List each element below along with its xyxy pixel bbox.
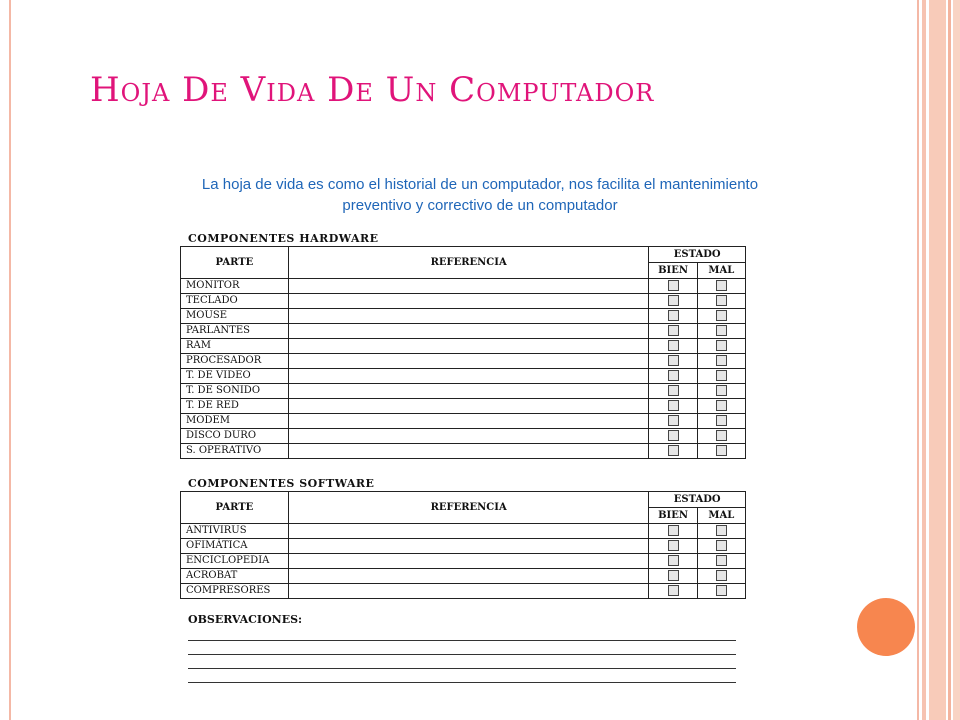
software-reference-field[interactable] [288,554,649,569]
hardware-reference-field[interactable] [288,324,649,339]
hardware-bien-checkbox[interactable] [668,385,679,396]
hardware-row [181,339,746,354]
hardware-part-name: MONITOR [181,279,289,294]
hardware-bien-cell [649,414,697,429]
hardware-bien-cell [649,309,697,324]
hardware-row [181,354,746,369]
software-row [181,584,746,599]
software-col-parte: PARTE [181,492,289,524]
software-part-name: COMPRESORES [181,584,289,599]
software-mal-checkbox[interactable] [716,555,727,566]
observaciones-line[interactable] [188,627,736,641]
hardware-bien-cell [649,369,697,384]
software-part-name: OFIMÁTICA [181,539,289,554]
software-row [181,554,746,569]
hardware-part-name: S. OPERATIVO [181,444,289,459]
hardware-reference-field[interactable] [288,444,649,459]
software-bien-cell [649,539,697,554]
hardware-row [181,279,746,294]
hardware-row [181,324,746,339]
software-bien-checkbox[interactable] [668,540,679,551]
hardware-reference-field[interactable] [288,384,649,399]
hardware-mal-cell [697,429,745,444]
hardware-mal-cell [697,354,745,369]
hardware-mal-cell [697,369,745,384]
software-bien-cell [649,554,697,569]
hardware-mal-checkbox[interactable] [716,325,727,336]
software-part-name: ACROBAT [181,569,289,584]
hardware-row [181,309,746,324]
hardware-row [181,369,746,384]
hardware-bien-checkbox[interactable] [668,445,679,456]
hardware-reference-field[interactable] [288,399,649,414]
software-mal-cell [697,584,745,599]
slide-title: Hoja De Vida De Un Computador [90,70,655,110]
hardware-mal-checkbox[interactable] [716,400,727,411]
hardware-bien-cell [649,324,697,339]
hardware-col-estado: ESTADO [649,247,746,263]
hardware-bien-cell [649,399,697,414]
hardware-section-title: COMPONENTES HARDWARE [188,232,379,245]
software-row [181,539,746,554]
software-table [180,491,746,599]
hardware-part-name: T. DE RED [181,399,289,414]
hardware-mal-cell [697,339,745,354]
software-bien-checkbox[interactable] [668,525,679,536]
observaciones-line[interactable] [188,641,736,655]
hardware-bien-checkbox[interactable] [668,340,679,351]
hardware-bien-checkbox[interactable] [668,370,679,381]
software-reference-field[interactable] [288,539,649,554]
hardware-part-name: RAM [181,339,289,354]
software-bien-cell [649,524,697,539]
hardware-bien-checkbox[interactable] [668,400,679,411]
software-mal-cell [697,524,745,539]
hardware-mal-cell [697,324,745,339]
hardware-row [181,444,746,459]
hardware-reference-field[interactable] [288,414,649,429]
hardware-mal-checkbox[interactable] [716,430,727,441]
subtitle-line-1: La hoja de vida es como el historial de un computador, nos facilita el mantenimiento [201,176,759,193]
decor-stripe [929,0,946,720]
hardware-mal-checkbox[interactable] [716,310,727,321]
hardware-part-name: PROCESADOR [181,354,289,369]
software-mal-cell [697,569,745,584]
software-mal-checkbox[interactable] [716,570,727,581]
hardware-row [181,414,746,429]
hardware-mal-checkbox[interactable] [716,415,727,426]
hardware-row [181,429,746,444]
software-bien-cell [649,584,697,599]
hardware-bien-checkbox[interactable] [668,355,679,366]
hardware-mal-cell [697,384,745,399]
hardware-mal-cell [697,444,745,459]
software-reference-field[interactable] [288,584,649,599]
hardware-bien-cell [649,384,697,399]
hardware-mal-cell [697,294,745,309]
hardware-col-referencia: REFERENCIA [288,247,649,279]
software-bien-checkbox[interactable] [668,585,679,596]
hardware-table [180,246,746,459]
hardware-row [181,399,746,414]
software-row [181,524,746,539]
hardware-bien-cell [649,444,697,459]
hardware-reference-field[interactable] [288,339,649,354]
software-bien-checkbox[interactable] [668,555,679,566]
hardware-bien-checkbox[interactable] [668,415,679,426]
hardware-bien-cell [649,279,697,294]
software-reference-field[interactable] [288,524,649,539]
slide-subtitle [80,174,880,216]
hardware-reference-field[interactable] [288,354,649,369]
hardware-bien-checkbox[interactable] [668,325,679,336]
hardware-mal-checkbox[interactable] [716,355,727,366]
hardware-reference-field[interactable] [288,309,649,324]
hardware-mal-cell [697,414,745,429]
software-row [181,569,746,584]
hardware-col-mal: MAL [697,263,745,279]
subtitle-line-2: preventivo y correctivo de un computador [342,197,618,214]
software-bien-cell [649,569,697,584]
decor-circle [857,598,915,656]
hardware-part-name: TECLADO [181,294,289,309]
hardware-col-parte: PARTE [181,247,289,279]
computer-record-form [178,232,752,683]
software-mal-checkbox[interactable] [716,540,727,551]
hardware-bien-checkbox[interactable] [668,430,679,441]
software-mal-checkbox[interactable] [716,585,727,596]
decor-stripe [922,0,926,720]
observaciones-line[interactable] [188,655,736,669]
software-col-estado: ESTADO [649,492,746,508]
software-bien-checkbox[interactable] [668,570,679,581]
hardware-bien-cell [649,429,697,444]
software-reference-field[interactable] [288,569,649,584]
observaciones-line[interactable] [188,669,736,683]
software-mal-cell [697,539,745,554]
hardware-reference-field[interactable] [288,369,649,384]
hardware-mal-checkbox[interactable] [716,370,727,381]
hardware-col-bien: BIEN [649,263,697,279]
hardware-mal-cell [697,279,745,294]
observaciones-lines [178,627,752,683]
software-rows [181,524,746,599]
hardware-bien-cell [649,339,697,354]
software-part-name: ANTIVIRUS [181,524,289,539]
hardware-reference-field[interactable] [288,429,649,444]
hardware-row [181,384,746,399]
decor-stripe [948,0,951,720]
hardware-bien-checkbox[interactable] [668,280,679,291]
hardware-part-name: T. DE VIDEO [181,369,289,384]
hardware-part-name: PARLANTES [181,324,289,339]
hardware-bien-cell [649,354,697,369]
hardware-mal-checkbox[interactable] [716,340,727,351]
hardware-reference-field[interactable] [288,294,649,309]
hardware-mal-cell [697,309,745,324]
software-section-title: COMPONENTES SOFTWARE [188,477,375,490]
software-col-mal: MAL [697,508,745,524]
hardware-rows [181,279,746,459]
hardware-part-name: DISCO DURO [181,429,289,444]
software-mal-checkbox[interactable] [716,525,727,536]
hardware-mal-checkbox[interactable] [716,295,727,306]
observaciones-label: OBSERVACIONES: [188,613,303,626]
hardware-reference-field[interactable] [288,279,649,294]
software-part-name: ENCICLOPEDIA [181,554,289,569]
software-col-bien: BIEN [649,508,697,524]
hardware-part-name: T. DE SONIDO [181,384,289,399]
hardware-mal-checkbox[interactable] [716,280,727,291]
hardware-mal-checkbox[interactable] [716,385,727,396]
hardware-mal-cell [697,399,745,414]
decor-stripe [953,0,960,720]
hardware-bien-checkbox[interactable] [668,310,679,321]
hardware-bien-cell [649,294,697,309]
hardware-part-name: MOUSE [181,309,289,324]
software-col-referencia: REFERENCIA [288,492,649,524]
hardware-row [181,294,746,309]
hardware-mal-checkbox[interactable] [716,445,727,456]
software-mal-cell [697,554,745,569]
hardware-part-name: MODEM [181,414,289,429]
hardware-bien-checkbox[interactable] [668,295,679,306]
